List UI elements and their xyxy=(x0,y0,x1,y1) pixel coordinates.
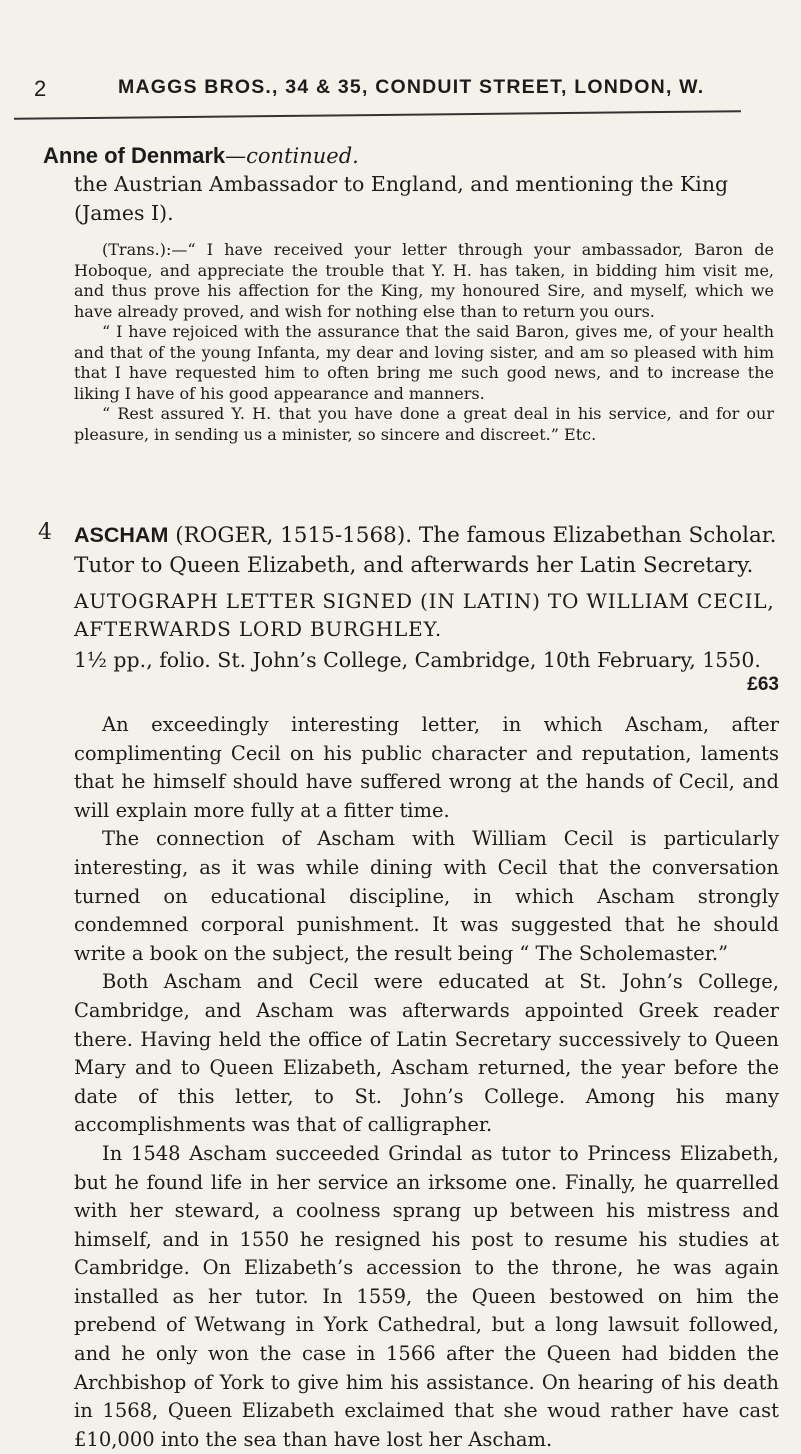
description-paragraph: An exceedingly interesting letter, in which Ascham, after complimenting Cecil on his public character and reputation, laments that he himself should have suffered wrong at the hands of Cecil, and will explain more fully at a fitter time. xyxy=(74,713,779,822)
translation-block xyxy=(74,240,774,445)
translation-paragraph: “ I have rejoiced with the assurance that the said Baron, gives me, of your health and that of the young Infanta, my dear and loving sister, and am so pleased with him that I have requested him to often bring me such good news, and to increase the liking I have of his good appearance and manners. xyxy=(74,322,774,403)
entry-title xyxy=(74,520,779,581)
page-number: 2 xyxy=(34,76,47,101)
translation-paragraph: (Trans.):—“ I have received your letter through your ambassador, Baron de Hoboque, and appreciate the trouble that Y. H. has taken, in bidding him visit me, and thus prove his affection for the King, my honoured Sire, and myself, which we have already proved, and wish for nothing else than to return you ours. xyxy=(74,240,774,321)
item-description: AUTOGRAPH LETTER SIGNED (IN LATIN) TO WILLIAM CECIL, AFTERWARDS LORD BURGHLEY. xyxy=(74,589,775,641)
entry-continued xyxy=(74,170,774,445)
section-heading xyxy=(43,143,359,169)
lot-number: 4 xyxy=(38,520,52,545)
description-paragraph: The connection of Ascham with William Cecil is particularly interesting, as it was while dining with Cecil that the conversation turned on educational discipline, in which Ascham strongly condemned corporal punishment. It was suggested that he should write a book on the subject, the result being “ The Scholemaster.” xyxy=(74,827,779,965)
description-paragraph: Both Ascham and Cecil were educated at St. John’s College, Cambridge, and Ascham was afterwards appointed Greek reader there. Having held the office of Latin Secretary successively to Queen Mary and to Queen Elizabeth, Ascham returned, the year before the date of this letter, to St. John’s College. Among his many accomplishments was that of calligrapher. xyxy=(74,970,779,1137)
catalogue-entry xyxy=(38,520,779,1454)
description-paragraph: In 1548 Ascham succeeded Grindal as tutor to Princess Elizabeth, but he found life in her service an irksome one. Finally, he quarrelled with her steward, a coolness sprang up between his mistress and himself, and in 1550 he resigned his post to resume his studies at Cambridge. On Elizabeth’s accession to the throne, he was again installed as her tutor. In 1559, the Queen bestowed on him the prebend of Wetwang in York Cathedral, but a long lawsuit followed, and he only won the case in 1566 after the Queen had bidden the Archbishop of York to give him his assistance. On hearing of his death in 1568, Queen Elizabeth exclaimed that she woud rather have cast £10,000 into the sea than have lost her Ascham. xyxy=(74,1141,779,1451)
header-rule xyxy=(14,110,741,120)
page-header xyxy=(0,76,801,106)
entry-lead-text: the Austrian Ambassador to England, and mentioning the King (James I). xyxy=(74,172,729,225)
running-head: MAGGS BROS., 34 & 35, CONDUIT STREET, LONDON, W. xyxy=(118,76,705,98)
section-name: Anne of Denmark xyxy=(43,143,226,168)
item-details: 1½ pp., folio. St. John’s College, Cambridge, 10th February, 1550. xyxy=(74,648,761,672)
entry-author-description: (ROGER, 1515-1568). The famous Elizabethan Scholar. Tutor to Queen Elizabeth, and afterwards her Latin Secretary. xyxy=(74,523,777,578)
entry-description xyxy=(74,711,779,1454)
entry-author-name: ASCHAM xyxy=(74,523,169,547)
section-suffix: —continued. xyxy=(225,144,359,168)
translation-paragraph: “ Rest assured Y. H. that you have done a great deal in his service, and for our pleasure, in sending us a minister, so sincere and discreet.” Etc. xyxy=(74,404,774,444)
item-price: £63 xyxy=(747,674,779,695)
